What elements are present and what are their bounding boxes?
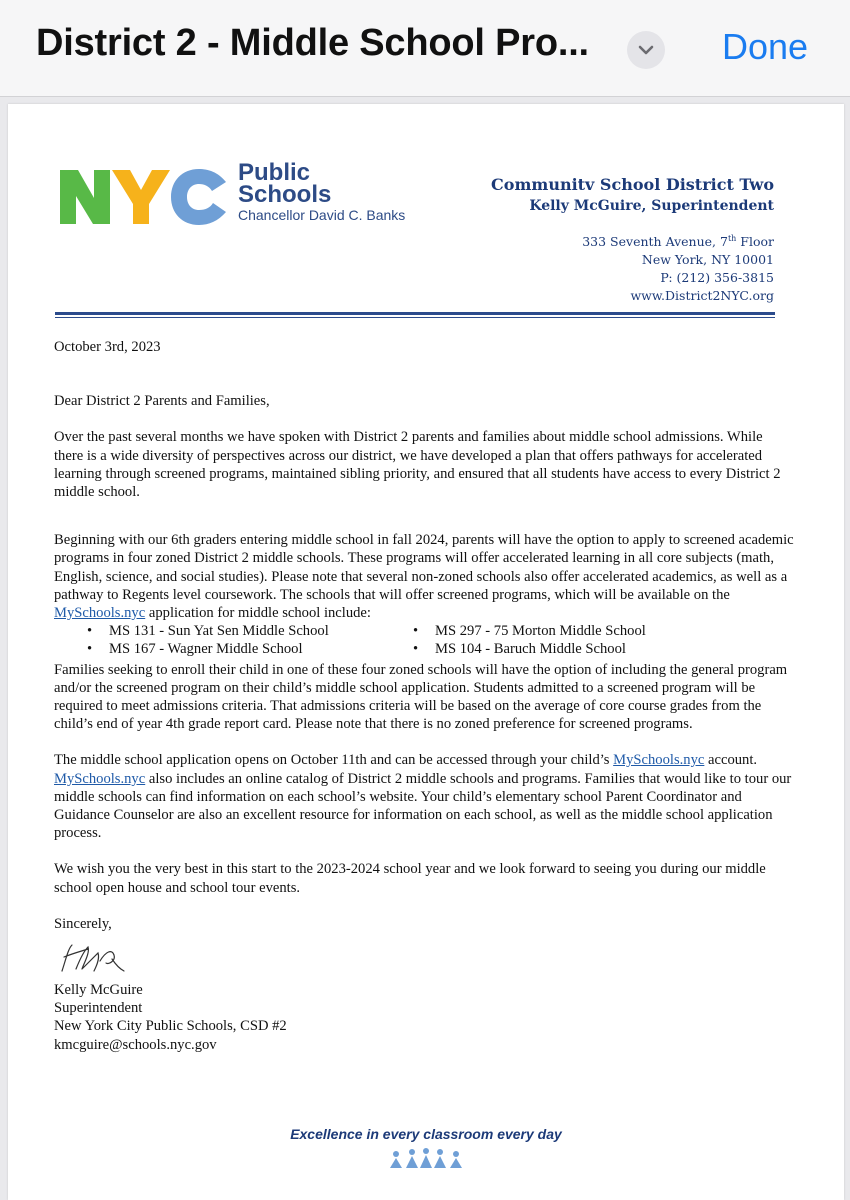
document-page <box>8 104 844 1200</box>
header-divider-thin <box>55 317 775 318</box>
list-item: • MS 297 - 75 Morton Middle School <box>380 622 730 640</box>
people-figures-icon <box>386 1146 466 1172</box>
document-title: District 2 - Middle School Pro... <box>36 22 589 64</box>
title-menu-button[interactable] <box>627 31 665 69</box>
letter-closing: Sincerely, <box>54 915 112 932</box>
list-item: • MS 104 - Baruch Middle School <box>380 640 730 658</box>
footer-motto: Excellence in every classroom every day <box>290 1126 562 1142</box>
myschools-link[interactable]: MySchools.nyc <box>54 605 146 622</box>
letter-salutation: Dear District 2 Parents and Families, <box>54 393 270 410</box>
signer-email: kmcguire@schools.nyc.gov <box>54 1036 217 1053</box>
signature-icon <box>54 939 134 979</box>
district-header <box>491 174 774 305</box>
signer-title: Superintendent <box>54 1000 143 1017</box>
nyc-logo-icon <box>58 168 230 226</box>
chevron-down-icon <box>638 45 654 55</box>
screened-schools-list <box>54 622 794 658</box>
district-name: Communitv School District Two <box>491 175 774 194</box>
superintendent-name: Kelly McGuire, Superintendent <box>529 198 774 214</box>
list-item: • MS 131 - Sun Yat Sen Middle School <box>54 622 380 640</box>
myschools-link[interactable]: MySchools.nyc <box>613 752 705 769</box>
paragraph-2: Beginning with our 6th graders entering middle school in fall 2024, parents will have the option to apply to screened academic programs in four zoned District 2 middle schools. These programs will offer accelerated learning in all core subjects (math, English, science, and social studies). Please note that several non-zoned schools also offer accelerated academics, as well as a pathway to Regents level coursework. The schools that will offer screened programs, which will be available on the MySchools.nyc application for middle school include: <box>54 532 794 622</box>
myschools-link[interactable]: MySchools.nyc <box>54 770 146 787</box>
paragraph-5: We wish you the very best in this start to the 2023-2024 school year and we look forward to seeing you during our middle school open house and school tour events. <box>54 861 766 896</box>
signer-name: Kelly McGuire <box>54 982 143 999</box>
logo-public-text: Public <box>238 159 311 186</box>
list-item: • MS 167 - Wagner Middle School <box>54 640 380 658</box>
letter-date: October 3rd, 2023 <box>54 339 161 355</box>
done-button[interactable]: Done <box>722 26 809 67</box>
district-phone: P: (212) 356-3815 <box>660 270 774 286</box>
logo-chancellor-text: Chancellor David C. Banks <box>238 207 406 223</box>
address-line-2: New York, NY 10001 <box>641 252 774 268</box>
district-website: www.District2NYC.org <box>630 288 774 304</box>
signer-organization: New York City Public Schools, CSD #2 <box>54 1018 287 1035</box>
header-divider <box>55 312 775 315</box>
nyc-public-schools-logo <box>58 159 428 232</box>
district-address <box>491 230 774 305</box>
paragraph-3: Families seeking to enroll their child in one of these four zoned schools will have the option of including the general program and/or the screened program on their child’s middle school application. Students admitted to a screened program will be required to meet admissions criteria. That admissions criteria will be based on the average of core course grades from the child’s end of year 4th grade report card. Please note that there is no zoned preference for screened programs. <box>54 661 788 733</box>
paragraph-1: Over the past several months we have spoken with District 2 parents and families about middle school admissions. While there is a wide diversity of perspectives across our district, we have developed a plan that offers pathways for accelerated learning through screened programs, maintained sibling priority, and ensured that all students have access to every District 2 middle school. <box>54 429 781 501</box>
logo-schools-text: Schools <box>238 181 332 208</box>
address-line-1: 333 Seventh Avenue, 7th Floor <box>582 234 774 250</box>
letter-body <box>54 338 794 1054</box>
paragraph-4: The middle school application opens on October 11th and can be accessed through your child’s MySchools.nyc account. MySchools.nyc also includes an online catalog of District 2 middle schools and programs. Families that would like to tour our middle schools can find information on each school’s website. Your child’s elementary school Parent Coordinator and Guidance Counselor are also an excellent resource for information on each school, as well as the middle school application process. <box>54 752 792 842</box>
top-navigation-bar <box>0 0 850 97</box>
